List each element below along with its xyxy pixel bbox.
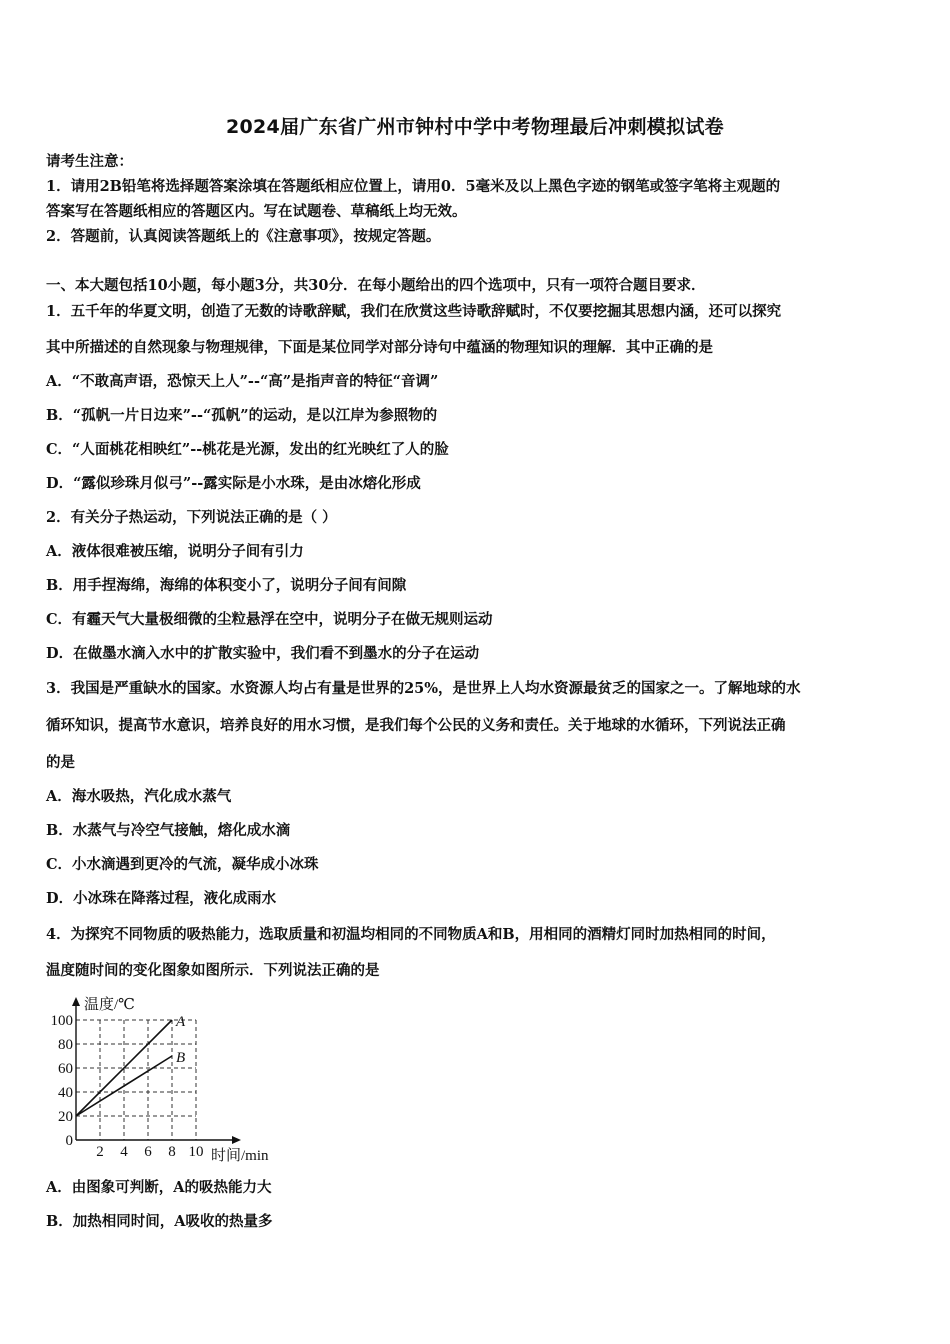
chart-grid <box>76 1020 196 1140</box>
notice-item-1-line-1: 1．请用2B铅笔将选择题答案涂填在答题纸相应位置上，请用0．5毫米及以上黑色字迹的钢笔或签字笔将主观题的 <box>46 178 781 195</box>
q4-option-b: B．加热相同时间，A吸收的热量多 <box>46 1213 273 1230</box>
q1-option-d: D．“露似珍珠月似弓”--露实际是小水珠，是由冰熔化形成 <box>46 475 421 492</box>
q3-option-c: C．小水滴遇到更冷的气流，凝华成小冰珠 <box>46 856 319 873</box>
series-label-A: A <box>176 1014 186 1030</box>
q1-stem-line-1: 1．五千年的华夏文明，创造了无数的诗歌辞赋，我们在欣赏这些诗歌辞赋时，不仅要挖掘其思想内涵，还可以探究 <box>46 303 782 320</box>
notice-item-2: 2．答题前，认真阅读答题纸上的《注意事项》，按规定答题。 <box>46 228 441 245</box>
chart-axes <box>72 997 241 1144</box>
q4-stem-line-1: 4．为探究不同物质的吸热能力，选取质量和初温均相同的不同物质A和B，用相同的酒精灯同时加热相同的时间， <box>46 926 776 943</box>
q3-stem-line-1: 3．我国是严重缺水的国家。水资源人均占有量是世界的25%，是世界上人均水资源最贫乏的国家之一。了解地球的水 <box>46 680 801 697</box>
q2-option-b: B．用手捏海绵，海绵的体积变小了，说明分子间有间隙 <box>46 577 407 594</box>
q3-option-d: D．小冰珠在降落过程，液化成雨水 <box>46 890 277 907</box>
y-tick-label-40: 40 <box>58 1085 73 1101</box>
x-tick-label-8: 8 <box>168 1144 176 1160</box>
series-label-B: B <box>176 1050 186 1066</box>
y-axis-arrow <box>72 997 80 1006</box>
page-title: 2024届广东省广州市钟村中学中考物理最后冲刺模拟试卷 <box>226 116 724 138</box>
y-tick-label-80: 80 <box>58 1037 73 1053</box>
y-axis-label: 温度/℃ <box>84 997 135 1013</box>
x-tick-label-6: 6 <box>144 1144 152 1160</box>
q1-option-c: C．“人面桃花相映红”--桃花是光源，发出的红光映红了人的脸 <box>46 441 449 458</box>
notice-item-1-line-2: 答案写在答题纸相应的答题区内。写在试题卷、草稿纸上均无效。 <box>46 203 467 220</box>
y-tick-label-60: 60 <box>58 1061 73 1077</box>
q3-option-b: B．水蒸气与冷空气接触，熔化成水滴 <box>46 822 291 839</box>
q1-stem-line-2: 其中所描述的自然现象与物理规律，下面是某位同学对部分诗句中蕴涵的物理知识的理解．其中正确的是 <box>46 339 713 356</box>
q1-option-a: A．“不敢高声语，恐惊天上人”--“高”是指声音的特征“音调” <box>46 373 439 390</box>
chart-series <box>76 1014 186 1116</box>
q1-option-b: B．“孤帆一片日边来”--“孤帆”的运动，是以江岸为参照物的 <box>46 407 438 424</box>
x-tick-label-4: 4 <box>120 1144 128 1160</box>
x-axis-label: 时间/min <box>211 1148 269 1164</box>
y-tick-label-20: 20 <box>58 1109 73 1125</box>
q4-stem-line-2: 温度随时间的变化图象如图所示．下列说法正确的是 <box>46 962 380 979</box>
x-axis-arrow <box>232 1136 241 1144</box>
temperature-time-chart <box>38 992 288 1167</box>
q2-option-d: D．在做墨水滴入水中的扩散实验中，我们看不到墨水的分子在运动 <box>46 645 480 662</box>
q2-stem: 2．有关分子热运动，下列说法正确的是（ ） <box>46 509 337 526</box>
x-tick-label-10: 10 <box>188 1144 204 1160</box>
q2-option-c: C．有霾天气大量极细微的尘粒悬浮在空中，说明分子在做无规则运动 <box>46 611 493 628</box>
q3-stem-line-2: 循环知识，提高节水意识，培养良好的用水习惯，是我们每个公民的义务和责任。关于地球的水循环，下列说法正确 <box>46 717 786 734</box>
q3-option-a: A．海水吸热，汽化成水蒸气 <box>46 788 232 805</box>
y-tick-label-100: 100 <box>50 1013 73 1029</box>
q3-stem-line-3: 的是 <box>46 754 75 771</box>
x-tick-label-2: 2 <box>96 1144 104 1160</box>
q2-option-a: A．液体很难被压缩，说明分子间有引力 <box>46 543 304 560</box>
y-tick-label-0: 0 <box>65 1133 73 1149</box>
notice-heading: 请考生注意： <box>46 153 133 170</box>
section-header: 一、本大题包括10小题，每小题3分，共30分．在每小题给出的四个选项中，只有一项符合题目要求． <box>46 277 706 294</box>
q4-option-a: A．由图象可判断，A的吸热能力大 <box>46 1179 272 1196</box>
